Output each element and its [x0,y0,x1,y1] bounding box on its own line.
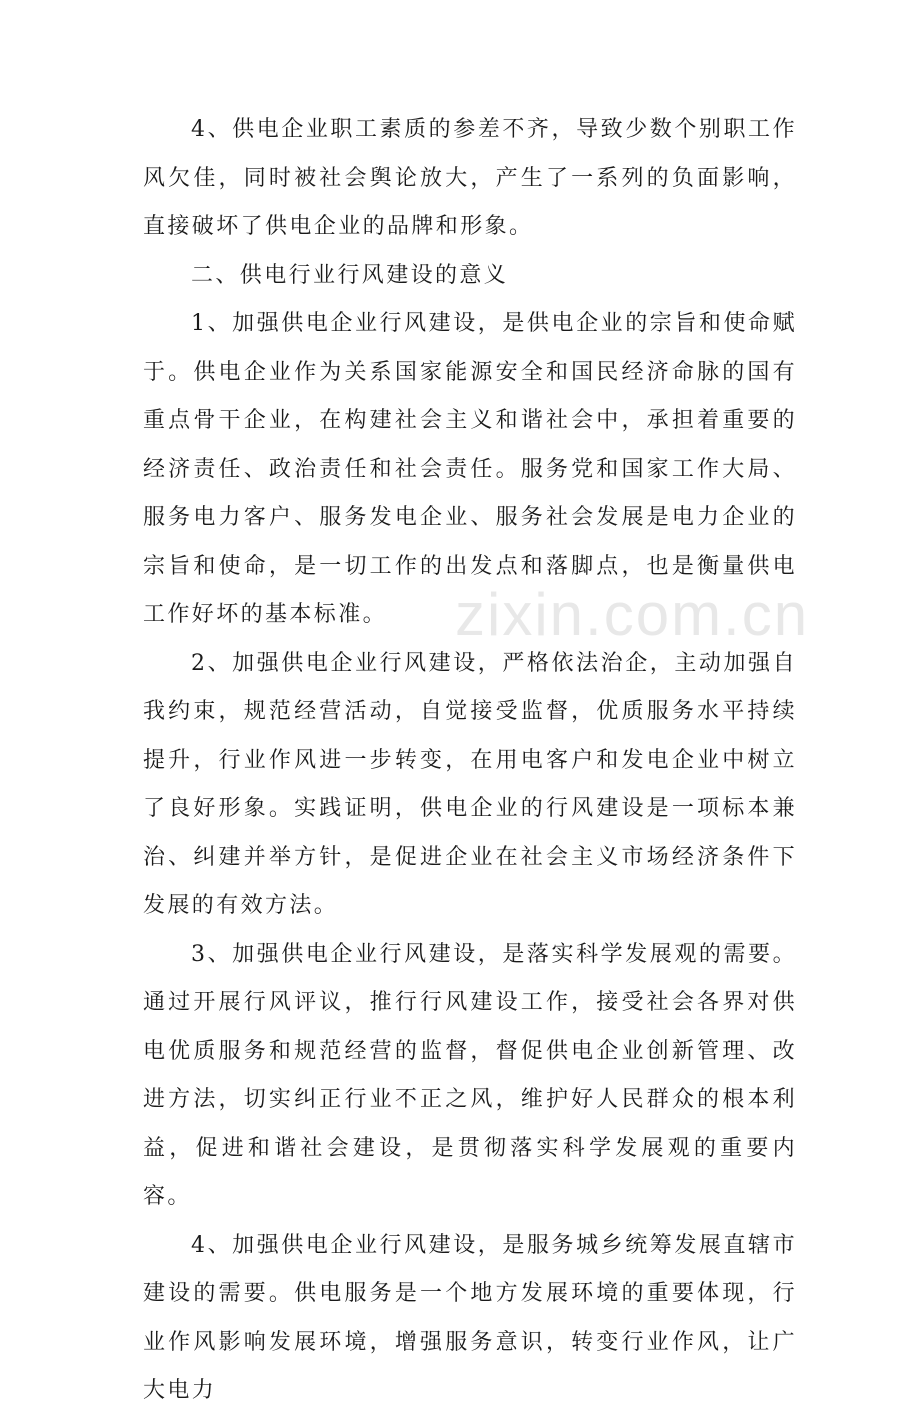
document-body [143,106,797,1416]
watermark: zixin.com.cn [455,581,810,648]
paragraph-significance-1: 1、加强供电企业行风建设，是供电企业的宗旨和使命赋于。供电企业作为关系国家能源安全和国民经济命脉的国有重点骨干企业，在构建社会主义和谐社会中，承担着重要的经济责任、政治责任和社会责任。服务党和国家工作大局、服务电力客户、服务发电企业、服务社会发展是电力企业的宗旨和使命，是一切工作的出发点和落脚点，也是衡量供电工作好坏的基本标准。 [143,311,797,627]
paragraph-item4-staff-quality: 4、供电企业职工素质的参差不齐，导致少数个别职工作风欠佳，同时被社会舆论放大，产生了一系列的负面影响，直接破坏了供电企业的品牌和形象。 [143,117,797,239]
paragraph-significance-3: 3、加强供电企业行风建设，是落实科学发展观的需要。通过开展行风评议，推行行风建设工作，接受社会各界对供电优质服务和规范经营的监督，督促供电企业创新管理、改进方法，切实纠正行业不正之风，维护好人民群众的根本利益，促进和谐社会建设，是贯彻落实科学发展观的重要内容。 [143,941,797,1209]
section-heading-significance: 二、供电行业行风建设的意义 [191,262,509,288]
paragraph-significance-4: 4、加强供电企业行风建设，是服务城乡统筹发展直辖市建设的需要。供电服务是一个地方发展环境的重要体现，行业作风影响发展环境，增强服务意识，转变行业作风，让广大电力 [143,1232,797,1403]
paragraph-significance-2: 2、加强供电企业行风建设，严格依法治企，主动加强自我约束，规范经营活动，自觉接受监督，优质服务水平持续提升，行业作风进一步转变，在用电客户和发电企业中树立了良好形象。实践证明，供电企业的行风建设是一项标本兼治、纠建并举方针，是促进企业在社会主义市场经济条件下发展的有效方法。 [143,650,797,918]
